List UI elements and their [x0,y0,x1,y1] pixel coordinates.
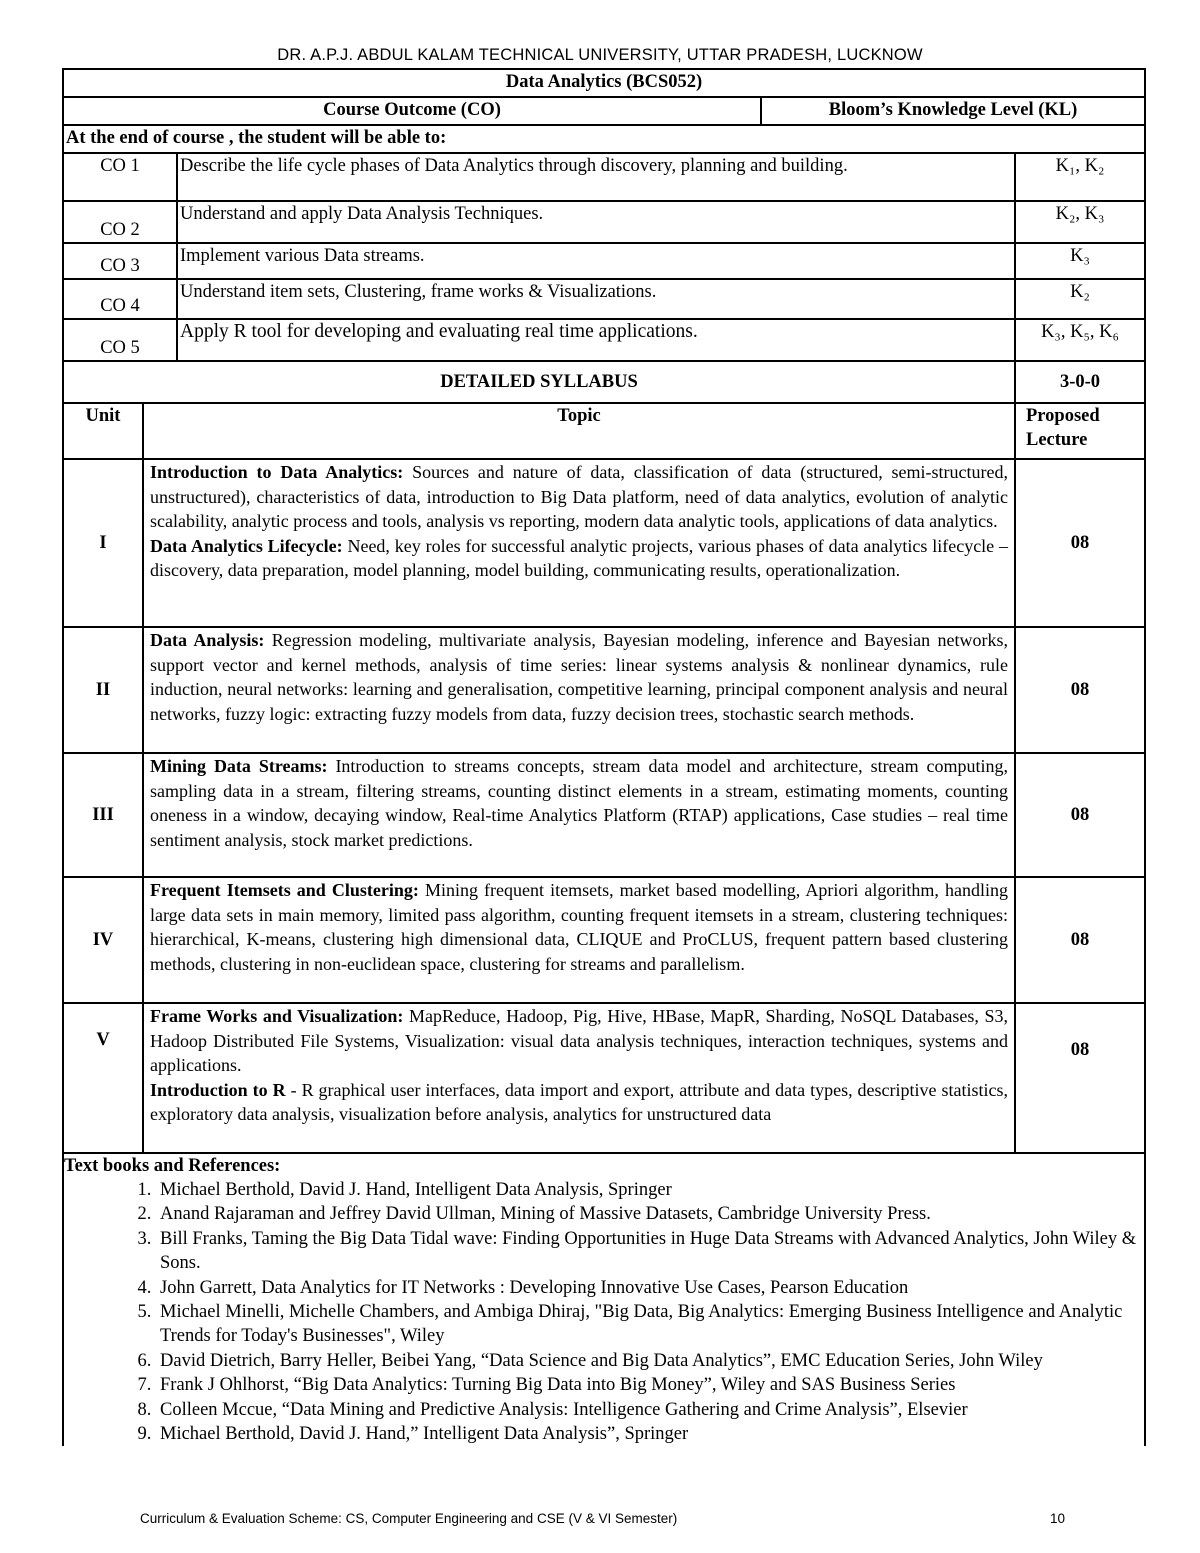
topic-text: MapReduce, Hadoop, Pig, Hive, HBase, MapR, Sharding, NoSQL Databases, S3, Hadoop Distributed File Systems, Visualization: visual data analysis techniques, interaction techniques, systems and applications. [150,1006,1008,1076]
unit-lectures: 08 [1015,877,1145,1003]
topic-heading: Introduction to Data Analytics: [150,462,404,482]
co-id: CO 5 [63,319,177,361]
co-kl: K₂ [1015,279,1145,319]
unit-topic [143,753,1015,877]
reference-item: 6. David Dietrich, Barry Heller, Beibei Yang, “Data Science and Big Data Analytics”, EMC Education Series, John Wiley [156,1349,1144,1373]
unit-number: III [63,753,143,877]
course-title: Data Analytics (BCS052) [63,69,1145,97]
co-kl: K₁, K₂ [1015,153,1145,201]
co-text: Implement various Data streams. [177,243,1015,279]
co-kl: K₃, K₅, K₆ [1015,319,1145,361]
topic-heading: Introduction to R [150,1079,286,1100]
unit-number: I [63,459,143,627]
co-id: CO 2 [63,201,177,243]
topic-text: Regression modeling, multivariate analysis, Bayesian modeling, inference and Bayesian networks, support vector and kernel methods, analysis of time series: linear systems analysis & nonlinear dynamics, rule induction, neural networks: learning and generalisation, competitive learning, principal component analysis and neural networks, fuzzy logic: extracting fuzzy models from data, fuzzy decision trees, stochastic search methods. [150,630,1008,724]
co-text: Understand and apply Data Analysis Techniques. [177,201,1015,243]
co-kl: K₃ [1015,243,1145,279]
reference-item: 2. Anand Rajaraman and Jeffrey David Ullman, Mining of Massive Datasets, Cambridge University Press. [156,1202,1144,1226]
topic-heading: Mining Data Streams: [150,756,328,776]
topic-heading: Frequent Itemsets and Clustering: [150,880,419,900]
col-unit: Unit [63,403,143,459]
col-topic: Topic [143,403,1015,459]
col-lecture: Proposed Lecture [1015,403,1145,459]
unit-number: II [63,627,143,753]
co-text: Understand item sets, Clustering, frame works & Visualizations. [177,279,1015,319]
topic-text: Introduction to streams concepts, stream data model and architecture, stream computing, sampling data in a stream, filtering streams, counting distinct elements in a stream, estimating moments, counting oneness in a window, decaying window, Real-time Analytics Platform (RTAP) applications, Case studies – real time sentiment analysis, stock market predictions. [150,756,1008,850]
intro-line: At the end of course , the student will be able to: [63,125,1145,153]
co-row [63,319,1145,361]
co-kl: K₂, K₃ [1015,201,1145,243]
footer-text: Curriculum & Evaluation Scheme: CS, Computer Engineering and CSE (V & VI Semester) [140,1511,678,1526]
topic-heading: Data Analytics Lifecycle: [150,535,343,556]
syllabus-table [62,68,1146,1446]
syllabus-title: DETAILED SYLLABUS [63,361,1015,403]
co-id: CO 4 [63,279,177,319]
unit-lectures: 08 [1015,459,1145,627]
topic-text: Need, key roles for successful analytic projects, various phases of data analytics lifecycle – discovery, data preparation, model planning, model building, communicating results, operationalization. [150,535,1008,581]
references-title: Text books and References: [64,1156,281,1176]
unit-number: V [63,1003,143,1153]
reference-item: 1. Michael Berthold, David J. Hand, Intelligent Data Analysis, Springer [156,1178,1144,1202]
reference-item: 8. Colleen Mccue, “Data Mining and Predictive Analysis: Intelligence Gathering and Crime Analysis”, Elsevier [156,1398,1144,1422]
co-text: Describe the life cycle phases of Data Analytics through discovery, planning and building. [177,153,1015,201]
university-header: DR. A.P.J. ABDUL KALAM TECHNICAL UNIVERSITY, UTTAR PRADESH, LUCKNOW [277,46,923,64]
unit-lectures: 08 [1015,1003,1145,1153]
unit-topic [143,877,1015,1003]
unit-topic [143,627,1015,753]
reference-item: 3. Bill Franks, Taming the Big Data Tidal wave: Finding Opportunities in Huge Data Streams with Advanced Analytics, John Wiley & Sons. [156,1227,1144,1276]
unit-row [63,627,1145,753]
unit-topic [143,459,1015,627]
unit-lectures: 08 [1015,753,1145,877]
co-row [63,201,1145,243]
unit-row [63,1003,1145,1153]
unit-lectures: 08 [1015,627,1145,753]
reference-item: 5. Michael Minelli, Michelle Chambers, and Ambiga Dhiraj, "Big Data, Big Analytics: Emerging Business Intelligence and Analytic Trends for Today's Businesses", Wiley [156,1300,1144,1349]
co-row [63,153,1145,201]
topic-text: Mining frequent itemsets, market based modelling, Apriori algorithm, handling large data sets in main memory, limited pass algorithm, counting frequent itemsets in a stream, clustering techniques: hierarchical, K-means, clustering high dimensional data, CLIQUE and ProCLUS, frequent pattern based clustering methods, clustering in non-euclidean space, clustering for streams and parallelism. [150,880,1008,974]
co-header-outcome: Course Outcome (CO) [63,97,761,125]
co-id: CO 1 [63,153,177,201]
unit-number: IV [63,877,143,1003]
topic-text: Sources and nature of data, classification of data (structured, semi-structured, unstructured), characteristics of data, introduction to Big Data platform, need of data analytics, evolution of analytic scalability, analytic process and tools, analysis vs reporting, modern data analytic tools, applications of data analytics. [150,462,1009,532]
page-footer [140,1511,1065,1526]
unit-row [63,459,1145,627]
co-header-bloom: Bloom’s Knowledge Level (KL) [761,97,1145,125]
unit-row [63,877,1145,1003]
unit-row [63,753,1145,877]
page-number: 10 [1049,1511,1065,1526]
reference-item: 4. John Garrett, Data Analytics for IT Networks : Developing Innovative Use Cases, Pearson Education [156,1276,1144,1300]
topic-heading: Frame Works and Visualization: [150,1006,404,1026]
co-id: CO 3 [63,243,177,279]
co-text: Apply R tool for developing and evaluating real time applications. [177,319,1015,361]
co-row [63,243,1145,279]
references-section [63,1153,1145,1446]
ltp-value: 3-0-0 [1015,361,1145,403]
co-row [63,279,1145,319]
references-list [64,1178,1144,1446]
reference-item: 7. Frank J Ohlhorst, “Big Data Analytics: Turning Big Data into Big Money”, Wiley and SAS Business Series [156,1373,1144,1397]
unit-topic [143,1003,1015,1153]
reference-item: 9. Michael Berthold, David J. Hand,” Intelligent Data Analysis”, Springer [156,1422,1144,1446]
topic-text: - R graphical user interfaces, data import and export, attribute and data types, descriptive statistics, exploratory data analysis, visualization before analysis, analytics for unstructured data [150,1079,1009,1125]
topic-heading: Data Analysis: [150,630,265,650]
